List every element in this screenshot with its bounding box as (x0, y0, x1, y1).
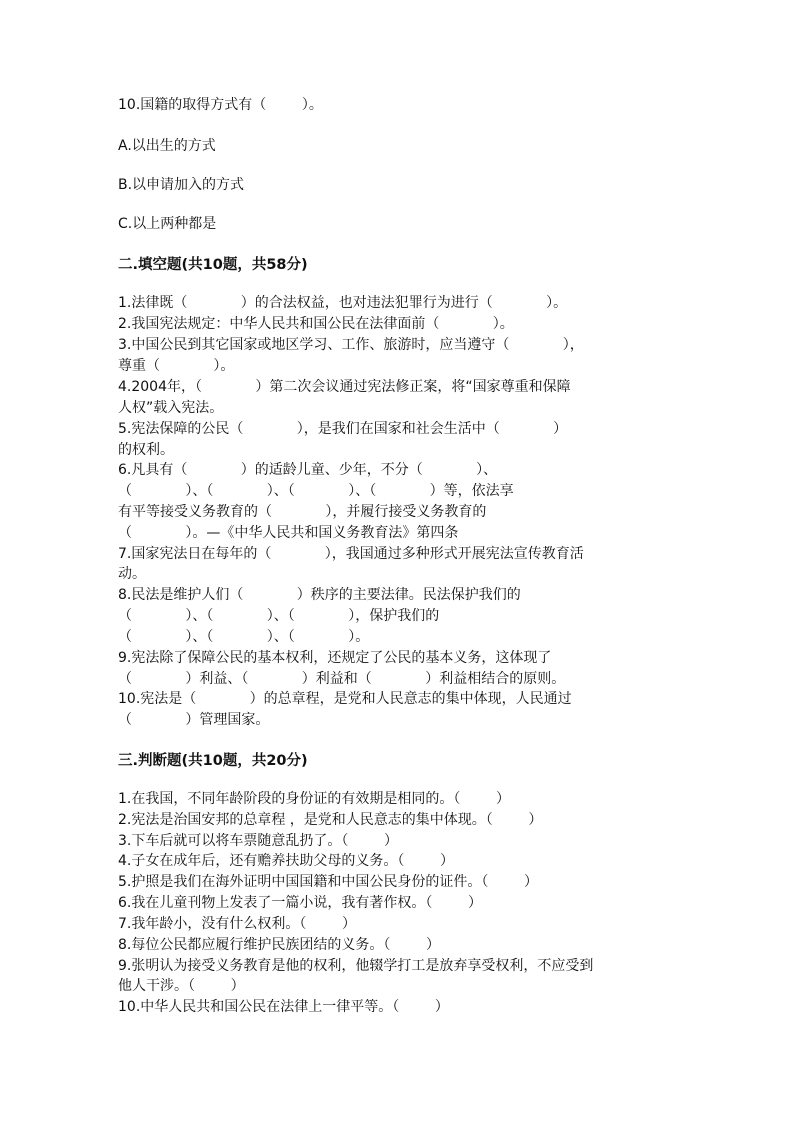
fill-line: 8.民法是维护人们（ ）秩序的主要法律。民法保护我们的 (118, 587, 521, 603)
fill-line: 5.宪法保障的公民（ ），是我们在国家和社会生活中（ ） (118, 421, 568, 437)
choice-option-c: C.以上两种都是 (118, 216, 217, 232)
fill-line: 7.国家宪法日在每年的（ ），我国通过多种形式开展宪法宣传教育活 (118, 546, 584, 562)
fill-line: 动。 (118, 566, 146, 582)
choice-option-b: B.以申请加入的方式 (118, 177, 245, 193)
fill-line: 有平等接受义务教育的（ ），并履行接受义务教育的 (118, 504, 487, 520)
fill-section-heading: 二.填空题(共10题，共58分) (118, 257, 308, 273)
judge-line: 9.张明认为接受义务教育是他的权利，他辍学打工是放弃享受权利，不应受到 (118, 958, 594, 974)
fill-line: 人权”载入宪法。 (118, 400, 224, 416)
fill-line: 1.法律既（ ）的合法权益，也对违法犯罪行为进行（ ）。 (118, 295, 568, 311)
judge-section-heading: 三.判断题(共10题，共20分) (118, 753, 308, 769)
judge-line: 1.在我国，不同年龄阶段的身份证的有效期是相同的。（ ） (118, 791, 510, 807)
fill-line: 3.中国公民到其它国家或地区学习、工作、旅游时，应当遵守（ ）， (118, 337, 584, 353)
choice-question: 10.国籍的取得方式有（ ）。 (118, 97, 323, 113)
fill-line: （ ）管理国家。 (118, 712, 270, 728)
judge-line: 2.宪法是治国安邦的总章程 ，是党和人民意志的集中体现。（ ） (118, 812, 543, 828)
fill-line: 6.凡具有（ ）的适龄儿童、少年，不分（ ）、 (118, 462, 498, 478)
fill-line: 4.2004年，（ ）第二次会议通过宪法修正案，将“国家尊重和保障 (118, 379, 571, 395)
fill-line: （ ）、（ ）、（ ）。 (118, 629, 370, 645)
judge-line: 7.我年龄小，没有什么权利。（ ） (118, 916, 356, 932)
fill-line: （ ）、（ ）、（ ）、（ ）等，依法享 (118, 483, 514, 499)
judge-line: 他人干涉。（ ） (118, 978, 245, 994)
judge-line: 4.子女在成年后，还有赡养扶助父母的义务。（ ） (118, 853, 454, 869)
fill-line: 的权利。 (118, 442, 174, 458)
judge-line: 10.中华人民共和国公民在法律上一律平等。（ ） (118, 999, 449, 1015)
fill-line: 9.宪法除了保障公民的基本权利，还规定了公民的基本义务，这体现了 (118, 650, 552, 666)
fill-line: （ ）利益、（ ）利益和（ ）利益相结合的原则。 (118, 671, 566, 687)
judge-line: 3.下车后就可以将车票随意乱扔了。（ ） (118, 833, 398, 849)
fill-line: 10.宪法是（ ）的总章程，是党和人民意志的集中体现，人民通过 (118, 691, 572, 707)
judge-line: 6.我在儿童刊物上发表了一篇小说，我有著作权。（ ） (118, 895, 482, 911)
choice-option-a: A.以出生的方式 (118, 138, 216, 154)
judge-line: 8.每位公民都应履行维护民族团结的义务。（ ） (118, 937, 440, 953)
fill-line: （ ）。—《中华人民共和国义务教育法》第四条 (118, 525, 459, 541)
fill-line: 尊重（ ）。 (118, 358, 235, 374)
fill-line: （ ）、（ ）、（ ），保护我们的 (118, 608, 440, 624)
judge-line: 5.护照是我们在海外证明中国国籍和中国公民身份的证件。（ ） (118, 874, 538, 890)
fill-line: 2.我国宪法规定：中华人民共和国公民在法律面前（ ）。 (118, 316, 514, 332)
